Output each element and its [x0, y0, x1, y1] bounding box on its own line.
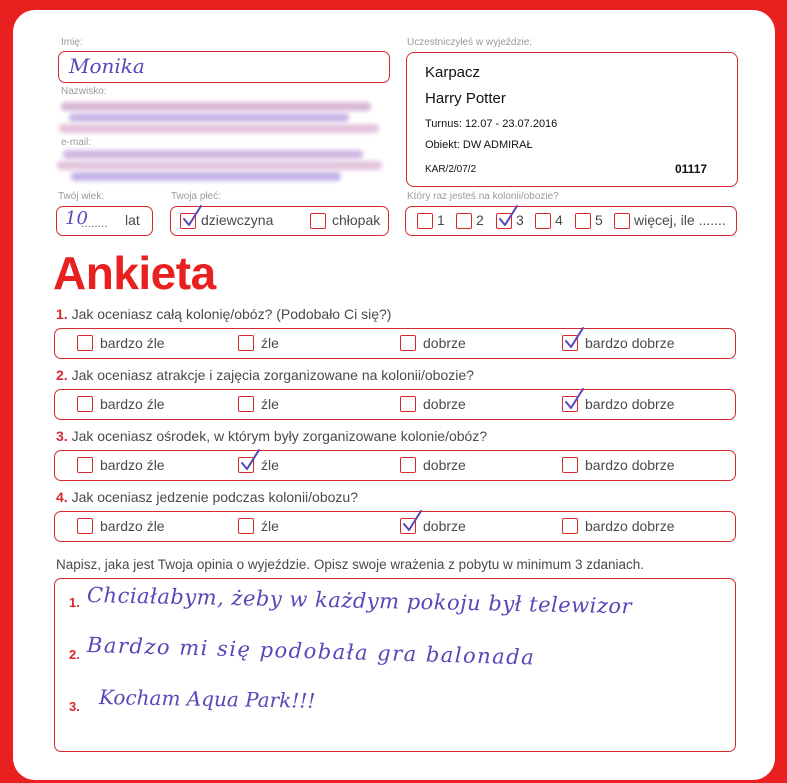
wiek-value: 10	[65, 208, 88, 229]
imie-value: Monika	[69, 54, 145, 78]
question-number: 2.	[56, 367, 68, 383]
trip-label: Uczestniczyłeś w wyjeździe:	[407, 37, 533, 48]
option-label-bardzo-dobrze: bardzo dobrze	[585, 457, 675, 473]
checkbox-bardzo-zle[interactable]	[77, 518, 93, 534]
checkmark-icon	[402, 510, 422, 534]
question-4-options	[54, 511, 736, 542]
checkbox-zle[interactable]	[238, 335, 254, 351]
checkbox-bardzo-dobrze[interactable]	[562, 396, 578, 412]
question-text: Jak oceniasz ośrodek, w którym były zorganizowane kolonie/obóz?	[71, 428, 488, 444]
checkbox-times-more[interactable]	[614, 213, 630, 229]
option-label-bardzo-zle: bardzo źle	[100, 518, 165, 534]
checkmark-icon	[240, 449, 260, 473]
trip-obiekt: Obiekt: DW ADMIRAŁ	[425, 139, 533, 151]
question-1-options	[54, 328, 736, 359]
question-4	[56, 489, 358, 505]
checkbox-bardzo-zle[interactable]	[77, 335, 93, 351]
checkbox-chlopak[interactable]	[310, 213, 326, 229]
opinion-line-1: Chciałabym, żeby w każdym pokoju był telewizor	[86, 583, 633, 619]
option-label-bardzo-dobrze: bardzo dobrze	[585, 335, 675, 351]
trip-turnus: Turnus: 12.07 - 23.07.2016	[425, 118, 558, 130]
trip-number: 01117	[675, 162, 708, 176]
imie-field[interactable]	[58, 51, 390, 83]
wiek-unit: lat	[125, 212, 140, 228]
trip-place: Karpacz	[425, 64, 481, 81]
checkmark-icon	[498, 205, 518, 229]
option-label-bardzo-dobrze: bardzo dobrze	[585, 396, 675, 412]
times-field	[405, 206, 737, 236]
question-2-options	[54, 389, 736, 420]
option-label-zle: źle	[261, 396, 279, 412]
checkbox-zle[interactable]	[238, 518, 254, 534]
plec-option-chlopak: chłopak	[332, 212, 381, 228]
opinion-prompt: Napisz, jaka jest Twoja opinia o wyjeździe. Opisz swoje wrażenia z pobytu w minimum 3 zdaniach.	[56, 557, 645, 572]
opinion-box[interactable]	[54, 578, 736, 752]
checkbox-dobrze[interactable]	[400, 457, 416, 473]
checkbox-times-4[interactable]	[535, 213, 551, 229]
option-label-bardzo-dobrze: bardzo dobrze	[585, 518, 675, 534]
option-label-dobrze: dobrze	[423, 518, 466, 534]
question-text: Jak oceniasz atrakcje i zajęcia zorganizowane na kolonii/obozie?	[71, 367, 474, 383]
checkbox-bardzo-zle[interactable]	[77, 396, 93, 412]
question-1	[56, 306, 391, 322]
option-label-dobrze: dobrze	[423, 457, 466, 473]
checkbox-bardzo-zle[interactable]	[77, 457, 93, 473]
trip-theme: Harry Potter	[425, 90, 506, 107]
times-option-more: więcej, ile .......	[634, 212, 726, 228]
option-label-bardzo-zle: bardzo źle	[100, 457, 165, 473]
checkbox-times-5[interactable]	[575, 213, 591, 229]
checkbox-dobrze[interactable]	[400, 518, 416, 534]
option-label-dobrze: dobrze	[423, 396, 466, 412]
checkbox-times-1[interactable]	[417, 213, 433, 229]
question-2	[56, 367, 474, 383]
question-number: 1.	[56, 306, 68, 322]
times-option-2: 2	[476, 212, 484, 228]
plec-field	[170, 206, 389, 236]
checkmark-icon	[564, 388, 584, 412]
plec-label: Twoja płeć:	[171, 191, 222, 202]
nazwisko-redacted	[55, 98, 395, 138]
survey-sheet	[13, 10, 775, 780]
imie-label: Imię:	[61, 37, 83, 48]
wiek-field[interactable]	[56, 206, 153, 236]
question-number: 3.	[56, 428, 68, 444]
wiek-label: Twój wiek:	[58, 191, 105, 202]
question-3-options	[54, 450, 736, 481]
checkbox-bardzo-dobrze[interactable]	[562, 335, 578, 351]
question-text: Jak oceniasz jedzenie podczas kolonii/obozu?	[71, 489, 358, 505]
times-option-5: 5	[595, 212, 603, 228]
times-label: Który raz jesteś na kolonii/obozie?	[407, 191, 559, 202]
checkbox-zle[interactable]	[238, 396, 254, 412]
option-label-zle: źle	[261, 518, 279, 534]
question-text: Jak oceniasz całą kolonię/obóz? (Podobało Ci się?)	[71, 306, 392, 322]
wiek-dots: ........	[81, 216, 108, 230]
times-option-4: 4	[555, 212, 563, 228]
email-redacted	[55, 148, 395, 192]
opinion-line-number-1: 1.	[69, 595, 80, 610]
checkbox-times-2[interactable]	[456, 213, 472, 229]
question-3	[56, 428, 487, 444]
question-number: 4.	[56, 489, 68, 505]
checkmark-icon	[564, 327, 584, 351]
checkmark-icon	[182, 205, 202, 229]
option-label-dobrze: dobrze	[423, 335, 466, 351]
opinion-line-2: Bardzo mi się podobała gra balonada	[86, 633, 536, 670]
times-option-3: 3	[516, 212, 524, 228]
opinion-line-3: Kocham Aqua Park!!!	[98, 685, 316, 713]
option-label-bardzo-zle: bardzo źle	[100, 396, 165, 412]
option-label-zle: źle	[261, 457, 279, 473]
option-label-bardzo-zle: bardzo źle	[100, 335, 165, 351]
checkbox-dziewczyna[interactable]	[180, 213, 196, 229]
opinion-line-number-3: 3.	[69, 699, 80, 714]
checkbox-zle[interactable]	[238, 457, 254, 473]
email-label: e-mail:	[61, 137, 92, 148]
checkbox-bardzo-dobrze[interactable]	[562, 457, 578, 473]
checkbox-dobrze[interactable]	[400, 396, 416, 412]
opinion-line-number-2: 2.	[69, 647, 80, 662]
survey-title: Ankieta	[53, 247, 216, 299]
option-label-zle: źle	[261, 335, 279, 351]
checkbox-times-3[interactable]	[496, 213, 512, 229]
trip-code: KAR/2/07/2	[425, 164, 477, 175]
plec-option-dziewczyna: dziewczyna	[201, 212, 274, 228]
checkbox-dobrze[interactable]	[400, 335, 416, 351]
times-option-1: 1	[437, 212, 445, 228]
nazwisko-label: Nazwisko:	[61, 86, 107, 97]
checkbox-bardzo-dobrze[interactable]	[562, 518, 578, 534]
trip-box	[406, 52, 738, 187]
